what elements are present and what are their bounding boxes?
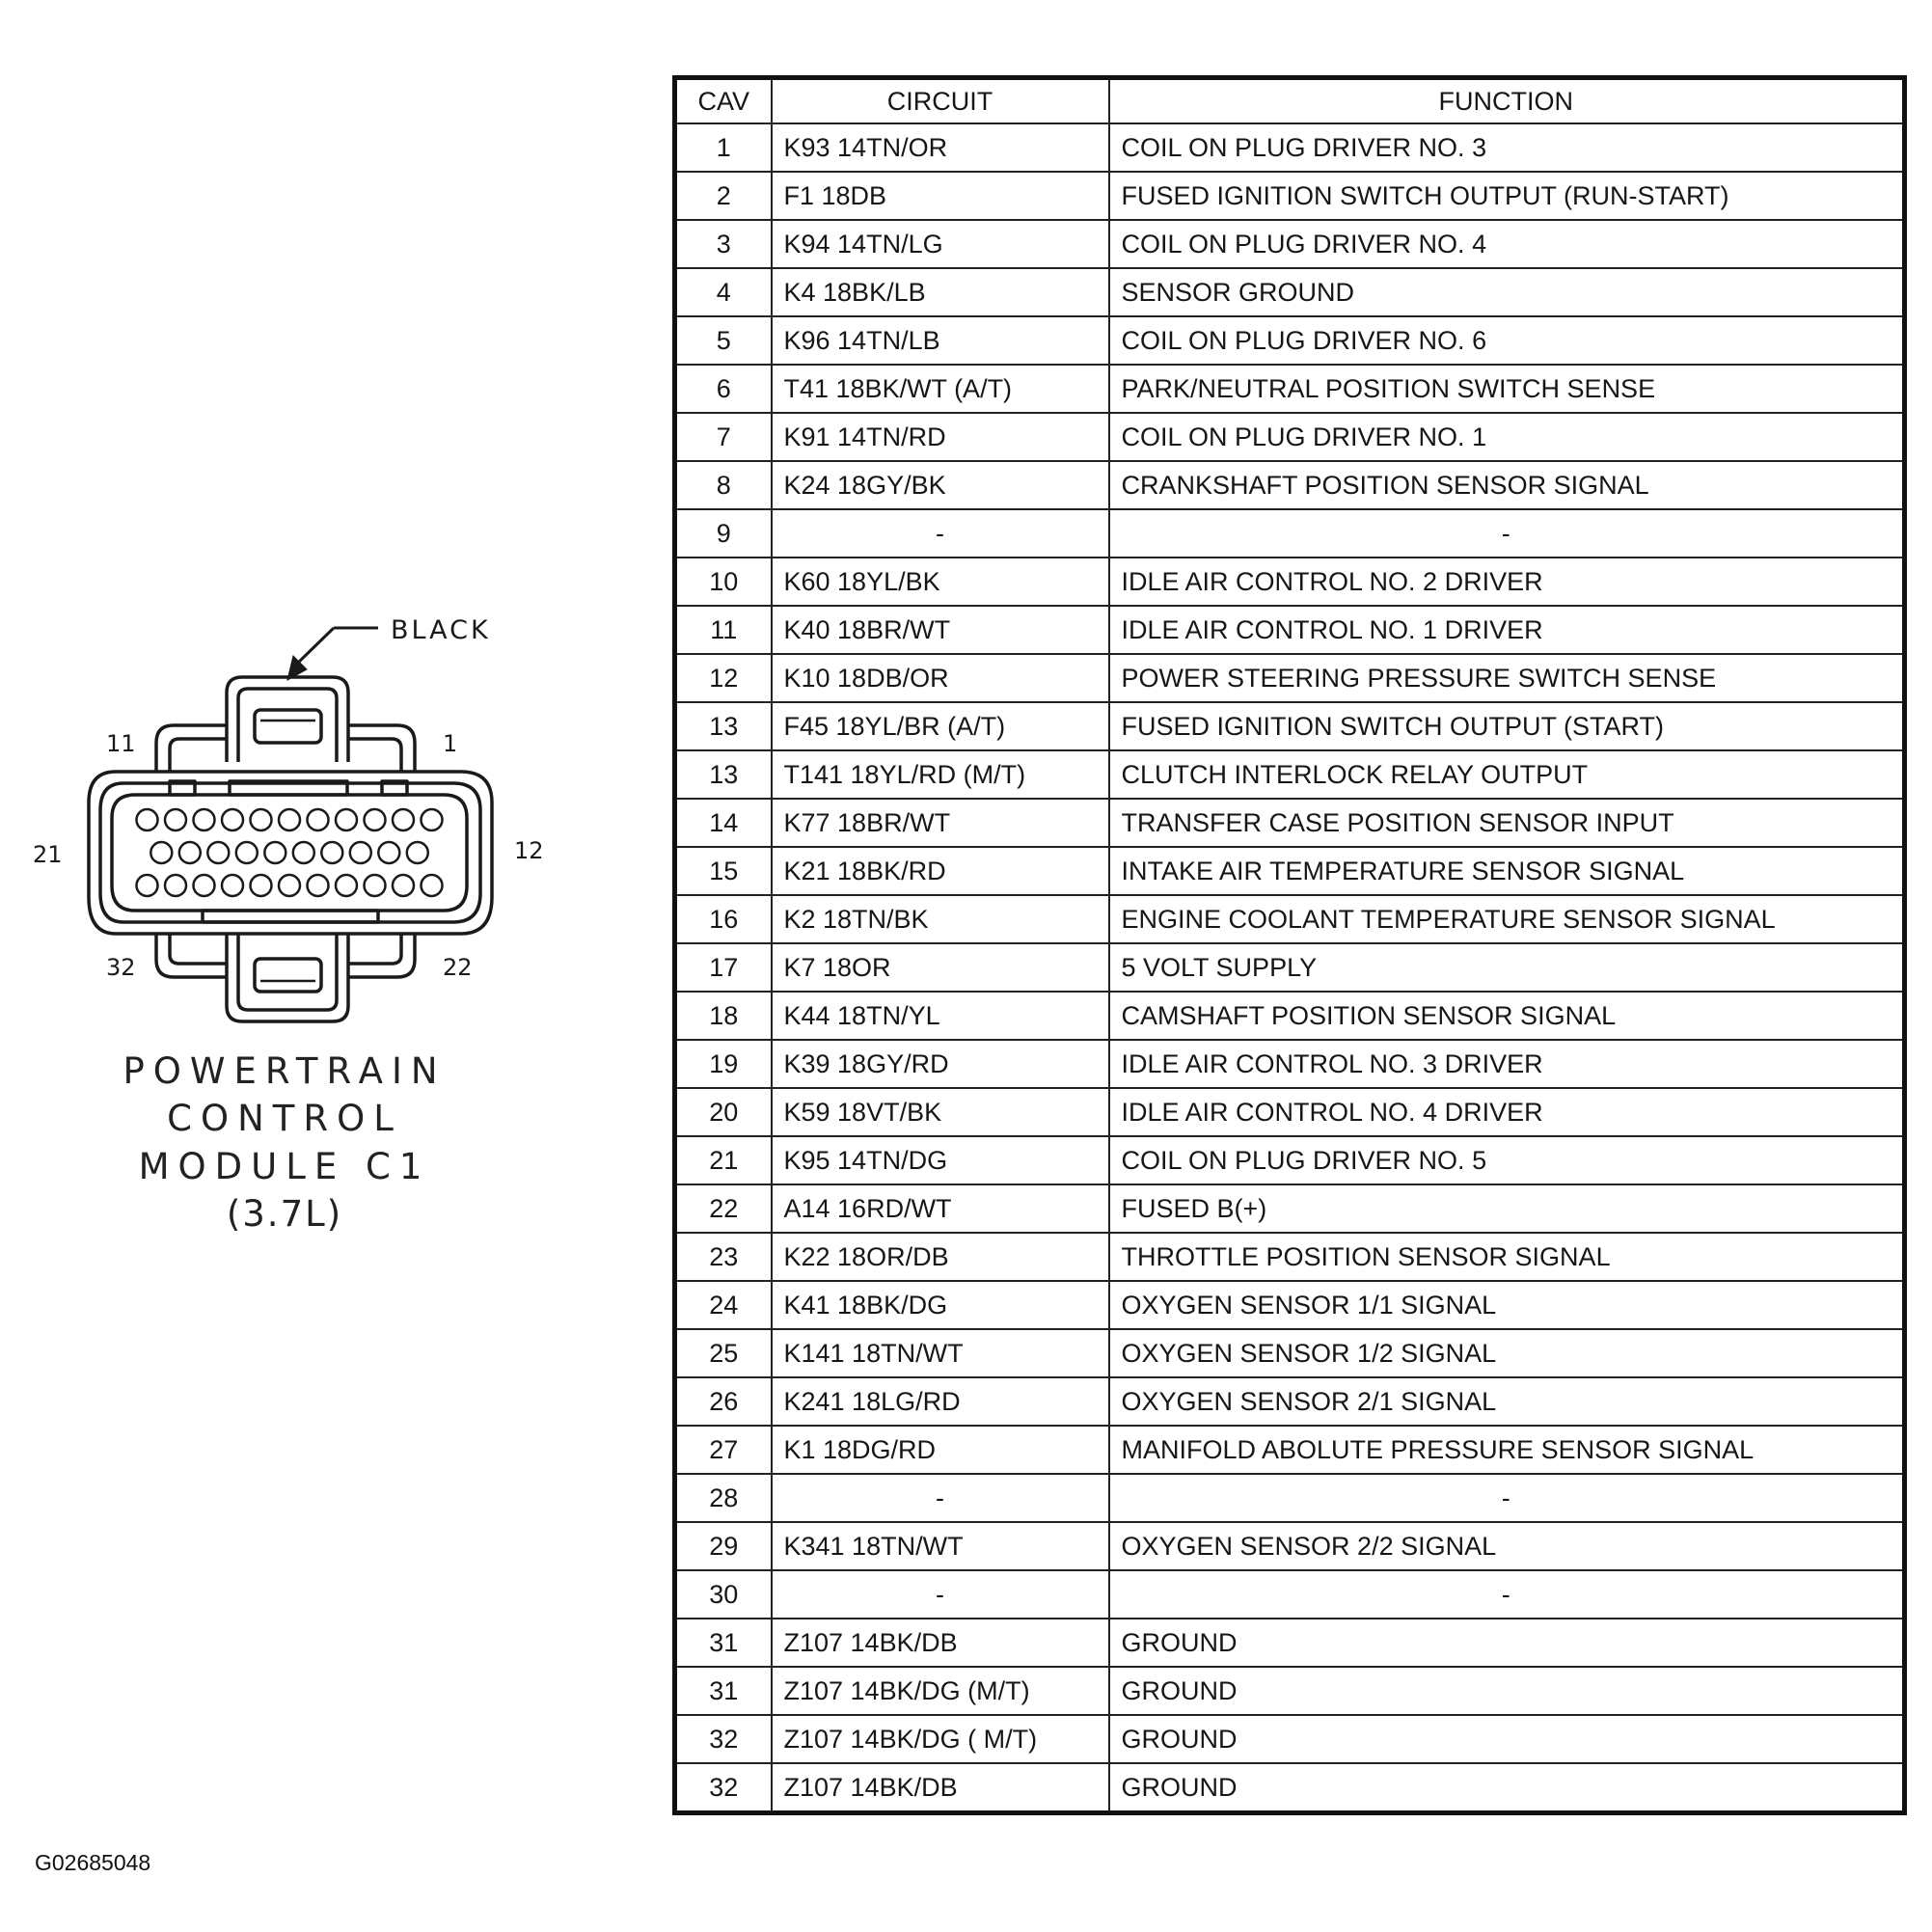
pin-cavity xyxy=(365,809,386,830)
pin-cavity xyxy=(378,842,399,863)
circuit-cell: K21 18BK/RD xyxy=(772,847,1109,895)
function-cell: FUSED B(+) xyxy=(1109,1184,1905,1233)
function-cell: GROUND xyxy=(1109,1715,1905,1763)
pin-cavity xyxy=(165,809,186,830)
function-cell: CAMSHAFT POSITION SENSOR SIGNAL xyxy=(1109,992,1905,1040)
function-cell: THROTTLE POSITION SENSOR SIGNAL xyxy=(1109,1233,1905,1281)
cav-cell: 26 xyxy=(675,1377,772,1426)
function-cell: POWER STEERING PRESSURE SWITCH SENSE xyxy=(1109,654,1905,702)
pin-cavity xyxy=(194,809,215,830)
right-shoulder-bottom xyxy=(348,934,415,977)
pin-cavity xyxy=(422,809,443,830)
function-cell: GROUND xyxy=(1109,1619,1905,1667)
circuit-cell: K4 18BK/LB xyxy=(772,268,1109,316)
cav-cell: 5 xyxy=(675,316,772,365)
pin-frame xyxy=(112,795,467,911)
function-cell: IDLE AIR CONTROL NO. 1 DRIVER xyxy=(1109,606,1905,654)
circuit-cell: K95 14TN/DG xyxy=(772,1136,1109,1184)
function-cell: - xyxy=(1109,509,1905,558)
table-row xyxy=(675,1088,1905,1136)
pin-cavity xyxy=(407,842,428,863)
pin-cavity xyxy=(194,875,215,896)
table-row xyxy=(675,316,1905,365)
connector-diagram xyxy=(0,0,637,1042)
function-cell: OXYGEN SENSOR 1/2 SIGNAL xyxy=(1109,1329,1905,1377)
circuit-cell: K77 18BR/WT xyxy=(772,799,1109,847)
cav-cell: 27 xyxy=(675,1426,772,1474)
pin-cavity xyxy=(251,809,272,830)
function-cell: GROUND xyxy=(1109,1667,1905,1715)
cav-cell: 14 xyxy=(675,799,772,847)
circuit-cell: K341 18TN/WT xyxy=(772,1522,1109,1570)
function-cell: IDLE AIR CONTROL NO. 2 DRIVER xyxy=(1109,558,1905,606)
table-row xyxy=(675,1377,1905,1426)
cav-cell: 9 xyxy=(675,509,772,558)
table-row xyxy=(675,992,1905,1040)
cav-cell: 12 xyxy=(675,654,772,702)
circuit-cell: T141 18YL/RD (M/T) xyxy=(772,750,1109,799)
function-cell: PARK/NEUTRAL POSITION SWITCH SENSE xyxy=(1109,365,1905,413)
circuit-cell: Z107 14BK/DB xyxy=(772,1619,1109,1667)
circuit-cell: Z107 14BK/DG ( M/T) xyxy=(772,1715,1109,1763)
table-row xyxy=(675,172,1905,220)
module-title-line-2: CONTROL xyxy=(167,1098,402,1139)
pin-cavity xyxy=(236,842,258,863)
table-row xyxy=(675,1426,1905,1474)
cav-cell: 11 xyxy=(675,606,772,654)
pin-cavity xyxy=(365,875,386,896)
circuit-cell: K96 14TN/LB xyxy=(772,316,1109,365)
function-cell: IDLE AIR CONTROL NO. 3 DRIVER xyxy=(1109,1040,1905,1088)
pin-label-12: 12 xyxy=(514,837,544,864)
function-cell: INTAKE AIR TEMPERATURE SENSOR SIGNAL xyxy=(1109,847,1905,895)
table-row xyxy=(675,750,1905,799)
cav-cell: 32 xyxy=(675,1763,772,1813)
table-row xyxy=(675,1233,1905,1281)
table-row xyxy=(675,1040,1905,1088)
pin-cavity xyxy=(137,809,158,830)
circuit-cell: - xyxy=(772,509,1109,558)
circuit-cell: K59 18VT/BK xyxy=(772,1088,1109,1136)
pin-cavity xyxy=(336,809,357,830)
table-row xyxy=(675,1667,1905,1715)
right-shoulder-top xyxy=(348,725,415,772)
circuit-cell: K60 18YL/BK xyxy=(772,558,1109,606)
pin-cavity xyxy=(165,875,186,896)
left-shoulder-top xyxy=(156,725,227,772)
circuit-cell: K7 18OR xyxy=(772,943,1109,992)
top-latch-window xyxy=(255,710,321,743)
pin-cavity xyxy=(179,842,201,863)
table-row xyxy=(675,461,1905,509)
pin-label-21: 21 xyxy=(33,841,63,868)
module-title-line-1: POWERTRAIN xyxy=(122,1050,447,1092)
table-row xyxy=(675,1522,1905,1570)
circuit-cell: K24 18GY/BK xyxy=(772,461,1109,509)
cav-cell: 18 xyxy=(675,992,772,1040)
pin-cavity xyxy=(336,875,357,896)
pin-cavity xyxy=(393,875,414,896)
table-row xyxy=(675,268,1905,316)
cav-cell: 8 xyxy=(675,461,772,509)
cav-cell: 24 xyxy=(675,1281,772,1329)
color-callout-label: BLACK xyxy=(391,615,491,645)
cav-cell: 29 xyxy=(675,1522,772,1570)
figure-code: G02685048 xyxy=(35,1850,151,1875)
table-row xyxy=(675,123,1905,172)
pin-cavity xyxy=(222,809,243,830)
cav-cell: 7 xyxy=(675,413,772,461)
header-function: FUNCTION xyxy=(1109,78,1905,124)
pin-cavity xyxy=(222,875,243,896)
pin-label-1: 1 xyxy=(443,730,458,757)
cav-cell: 16 xyxy=(675,895,772,943)
cav-cell: 17 xyxy=(675,943,772,992)
cav-cell: 10 xyxy=(675,558,772,606)
connector-shell-inner xyxy=(100,783,480,922)
circuit-cell: T41 18BK/WT (A/T) xyxy=(772,365,1109,413)
pin-cavity xyxy=(137,875,158,896)
function-cell: CLUTCH INTERLOCK RELAY OUTPUT xyxy=(1109,750,1905,799)
circuit-cell: - xyxy=(772,1474,1109,1522)
pin-cavity xyxy=(321,842,342,863)
bottom-latch-window xyxy=(255,959,321,992)
pin-cavity xyxy=(350,842,371,863)
pin-cavity xyxy=(264,842,286,863)
function-cell: - xyxy=(1109,1570,1905,1619)
function-cell: GROUND xyxy=(1109,1763,1905,1813)
cav-cell: 13 xyxy=(675,750,772,799)
table-row xyxy=(675,509,1905,558)
function-cell: 5 VOLT SUPPLY xyxy=(1109,943,1905,992)
pin-label-22: 22 xyxy=(443,954,473,981)
function-cell: COIL ON PLUG DRIVER NO. 3 xyxy=(1109,123,1905,172)
connector-panel xyxy=(0,0,637,1350)
table-row xyxy=(675,220,1905,268)
cav-cell: 3 xyxy=(675,220,772,268)
table-row xyxy=(675,943,1905,992)
pin-cavity xyxy=(293,842,314,863)
circuit-cell: K94 14TN/LG xyxy=(772,220,1109,268)
table-row xyxy=(675,1184,1905,1233)
cav-cell: 30 xyxy=(675,1570,772,1619)
function-cell: OXYGEN SENSOR 1/1 SIGNAL xyxy=(1109,1281,1905,1329)
pin-cavity xyxy=(207,842,229,863)
header-cav: CAV xyxy=(675,78,772,124)
function-cell: COIL ON PLUG DRIVER NO. 5 xyxy=(1109,1136,1905,1184)
cav-cell: 32 xyxy=(675,1715,772,1763)
pin-label-32: 32 xyxy=(106,954,136,981)
circuit-cell: K10 18DB/OR xyxy=(772,654,1109,702)
circuit-cell: K2 18TN/BK xyxy=(772,895,1109,943)
pin-label-11: 11 xyxy=(106,730,136,757)
circuit-cell: F1 18DB xyxy=(772,172,1109,220)
cav-cell: 23 xyxy=(675,1233,772,1281)
table-row xyxy=(675,1763,1905,1813)
function-cell: COIL ON PLUG DRIVER NO. 1 xyxy=(1109,413,1905,461)
circuit-cell: K93 14TN/OR xyxy=(772,123,1109,172)
function-cell: IDLE AIR CONTROL NO. 4 DRIVER xyxy=(1109,1088,1905,1136)
circuit-cell: F45 18YL/BR (A/T) xyxy=(772,702,1109,750)
cav-cell: 4 xyxy=(675,268,772,316)
table-row xyxy=(675,654,1905,702)
circuit-cell: Z107 14BK/DG (M/T) xyxy=(772,1667,1109,1715)
circuit-cell: K141 18TN/WT xyxy=(772,1329,1109,1377)
key-slot-bottom xyxy=(203,911,378,922)
cav-cell: 25 xyxy=(675,1329,772,1377)
function-cell: COIL ON PLUG DRIVER NO. 6 xyxy=(1109,316,1905,365)
table-row xyxy=(675,1715,1905,1763)
pin-grid xyxy=(137,809,443,896)
pin-cavity xyxy=(279,875,300,896)
table-row xyxy=(675,799,1905,847)
circuit-cell: K41 18BK/DG xyxy=(772,1281,1109,1329)
table-row xyxy=(675,558,1905,606)
circuit-cell: K22 18OR/DB xyxy=(772,1233,1109,1281)
circuit-cell: K91 14TN/RD xyxy=(772,413,1109,461)
cav-cell: 1 xyxy=(675,123,772,172)
table-row xyxy=(675,847,1905,895)
function-cell: SENSOR GROUND xyxy=(1109,268,1905,316)
function-cell: ENGINE COOLANT TEMPERATURE SENSOR SIGNAL xyxy=(1109,895,1905,943)
function-cell: TRANSFER CASE POSITION SENSOR INPUT xyxy=(1109,799,1905,847)
table-row xyxy=(675,1136,1905,1184)
table-row xyxy=(675,606,1905,654)
table-row xyxy=(675,1570,1905,1619)
table-row xyxy=(675,1474,1905,1522)
table-row xyxy=(675,702,1905,750)
module-title-line-3: MODULE C1 xyxy=(138,1146,431,1187)
table-row xyxy=(675,365,1905,413)
header-circuit: CIRCUIT xyxy=(772,78,1109,124)
table-row xyxy=(675,1329,1905,1377)
circuit-cell: - xyxy=(772,1570,1109,1619)
color-callout-arrow xyxy=(287,628,378,680)
cav-cell: 19 xyxy=(675,1040,772,1088)
function-cell: COIL ON PLUG DRIVER NO. 4 xyxy=(1109,220,1905,268)
circuit-cell: A14 16RD/WT xyxy=(772,1184,1109,1233)
pinout-body xyxy=(675,123,1905,1813)
function-cell: - xyxy=(1109,1474,1905,1522)
cav-cell: 15 xyxy=(675,847,772,895)
pin-cavity xyxy=(422,875,443,896)
left-shoulder-bottom xyxy=(156,934,227,977)
pinout-table xyxy=(672,75,1907,1815)
function-cell: FUSED IGNITION SWITCH OUTPUT (START) xyxy=(1109,702,1905,750)
table-row xyxy=(675,413,1905,461)
function-cell: OXYGEN SENSOR 2/2 SIGNAL xyxy=(1109,1522,1905,1570)
pin-cavity xyxy=(279,809,300,830)
function-cell: FUSED IGNITION SWITCH OUTPUT (RUN-START) xyxy=(1109,172,1905,220)
circuit-cell: Z107 14BK/DB xyxy=(772,1763,1109,1813)
circuit-cell: K39 18GY/RD xyxy=(772,1040,1109,1088)
circuit-cell: K40 18BR/WT xyxy=(772,606,1109,654)
pin-cavity xyxy=(308,809,329,830)
function-cell: CRANKSHAFT POSITION SENSOR SIGNAL xyxy=(1109,461,1905,509)
pin-cavity xyxy=(150,842,172,863)
module-title-line-4: (3.7L) xyxy=(226,1193,343,1235)
cav-cell: 22 xyxy=(675,1184,772,1233)
cav-cell: 28 xyxy=(675,1474,772,1522)
cav-cell: 31 xyxy=(675,1619,772,1667)
cav-cell: 31 xyxy=(675,1667,772,1715)
table-row xyxy=(675,1281,1905,1329)
pin-cavity xyxy=(393,809,414,830)
cav-cell: 21 xyxy=(675,1136,772,1184)
cav-cell: 6 xyxy=(675,365,772,413)
function-cell: MANIFOLD ABOLUTE PRESSURE SENSOR SIGNAL xyxy=(1109,1426,1905,1474)
circuit-cell: K44 18TN/YL xyxy=(772,992,1109,1040)
cav-cell: 13 xyxy=(675,702,772,750)
table-row xyxy=(675,895,1905,943)
circuit-cell: K1 18DG/RD xyxy=(772,1426,1109,1474)
pin-cavity xyxy=(308,875,329,896)
circuit-cell: K241 18LG/RD xyxy=(772,1377,1109,1426)
cav-cell: 2 xyxy=(675,172,772,220)
cav-cell: 20 xyxy=(675,1088,772,1136)
table-header-row xyxy=(675,78,1905,124)
function-cell: OXYGEN SENSOR 2/1 SIGNAL xyxy=(1109,1377,1905,1426)
pin-cavity xyxy=(251,875,272,896)
connector-body xyxy=(89,677,492,1021)
table-row xyxy=(675,1619,1905,1667)
